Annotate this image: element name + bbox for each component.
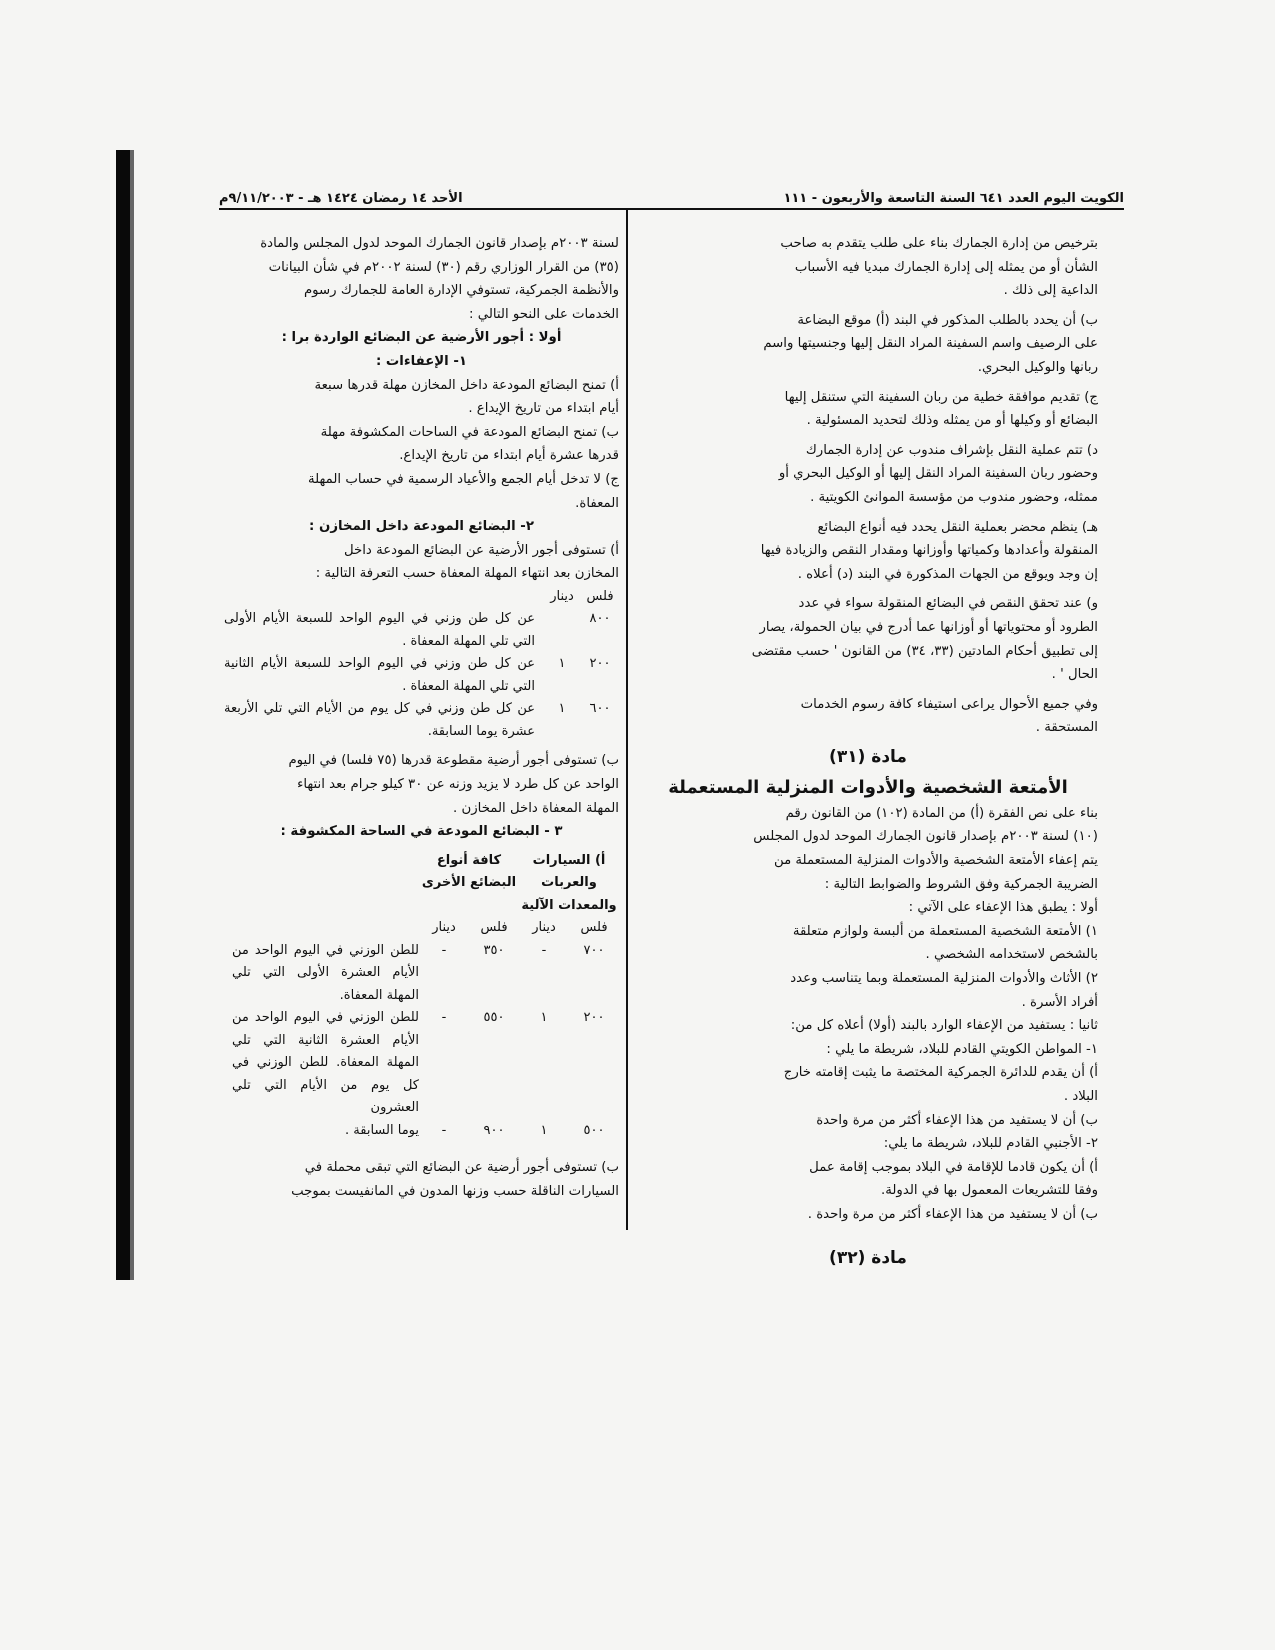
first-item-line: ١) الأمتعة الشخصية المستعملة من ألبسة ولوازم متعلقة [792, 923, 1098, 939]
first-heading: أولا : يطبق هذا الإعفاء على الآتي : [908, 900, 1098, 916]
para-f-line: إلى تطبيق أحكام المادتين (٣٣، ٣٤) من القانون ' حسب مقتضى [751, 643, 1098, 659]
column-divider [626, 210, 628, 1230]
parcel-rate-line: الواحد عن كل طرد لا يزيد وزنه عن ٣٠ كيلو جرام بعد انتهاء [297, 777, 619, 792]
second-item-line: ٢- الأجنبي القادم للبلاد، شريطة ما يلي: [883, 1136, 1098, 1152]
gazette-page [134, 150, 1124, 1280]
article-31-body-line: يتم إعفاء الأمتعة الشخصية والأدوات المنزلية المستعملة من [773, 853, 1098, 869]
rates-header-fils: فلس [586, 588, 614, 604]
cars-group-header-row [224, 850, 619, 918]
intro-line: الداعية إلى ذلك . [1003, 283, 1098, 299]
section-one-heading: أولا : أجور الأرضية عن البضائع الواردة برا : [281, 330, 562, 346]
rate-dinar: ١ [558, 701, 566, 717]
period-description: للطن الوزني في اليوم الواحد من الأيام العشرة الأولى التي تلي المهلة المعفاة. [232, 942, 419, 1003]
vehicle-dinar: ١ [540, 1122, 548, 1138]
intro-line: الشأن أو من يمثله إلى إدارة الجمارك مبديا فيه الأسباب [794, 259, 1098, 275]
rates-header-dinar: دينار [550, 588, 574, 604]
rates-header-row [224, 586, 619, 609]
exemption-line: أيام ابتداء من تاريخ الإيداع . [468, 401, 619, 417]
para-d-line: وحضور ربان السفينة المراد النقل إليها أو الوكيل البحري أو [778, 466, 1098, 482]
rate-dinar [543, 608, 581, 653]
article-31-title: مادة (٣١) [829, 746, 907, 767]
vehicle-dinar: - [541, 942, 547, 958]
warehouse-intro-line: أ) تستوفى أجور الأرضية عن البضائع المودعة داخل [343, 542, 619, 558]
second-heading: ثانيا : يستفيد من الإعفاء الوارد بالبند (أولا) أعلاه كل من: [790, 1018, 1098, 1034]
table-row [224, 1120, 619, 1143]
para-c-line: ج) تقديم موافقة خطية من ربان السفينة التي ستنقل إليها [784, 389, 1098, 405]
second-item-line: وفقا للتشريعات المعمول بها في الدولة. [881, 1183, 1098, 1199]
intro-line: والأنظمة الجمركية، تستوفي الإدارة العامة للجمارك رسوم [303, 283, 619, 299]
para-e-line: هـ) ينظم محضر بعملية النقل يحدد فيه أنواع البضائع [817, 519, 1098, 535]
rate-fils: ٦٠٠ [589, 701, 611, 717]
intro-line: لسنة ٢٠٠٣م بإصدار قانون الجمارك الموحد لدول المجلس والمادة [260, 236, 619, 251]
table-row [224, 940, 619, 1008]
para-b-line: ربانها والوكيل البحري. [977, 359, 1098, 375]
rate-description: عن كل طن وزني في كل يوم من الأيام التي تلي الأربعة عشرة يوما السابقة. [224, 701, 535, 739]
para-f-line: الطرود أو محتوياتها أو أوزانها عما أدرج في بيان الحمولة، يصار [759, 619, 1098, 635]
para-b-line: على الرصيف واسم السفينة المراد النقل إليها وجنسيتها واسم [763, 336, 1098, 352]
para-f-line: و) عند تحقق النقص في البضائع المنقولة سواء في عدد [798, 596, 1098, 612]
second-item-line: ب) أن لا يستفيد من هذا الإعفاء أكثر من مرة واحدة . [807, 1206, 1098, 1222]
header-issue-info: الكويت اليوم العدد ٦٤١ السنة التاسعة والأربعون - ١١١ [783, 191, 1124, 206]
page-header [219, 190, 1124, 210]
first-item-line: ٢) الأثاث والأدوات المنزلية المستعملة وبما يتناسب وعدد [790, 971, 1098, 987]
header-date: الأحد ١٤ رمضان ١٤٢٤ هـ - ٩/١١/٢٠٠٣م [219, 191, 463, 206]
para-f-line: الحال ' . [1051, 667, 1098, 683]
open-yard-rates-table [224, 850, 619, 1143]
other-dinar: - [441, 942, 447, 958]
intro-line: الخدمات على النحو التالي : [469, 306, 619, 322]
table-row [224, 608, 619, 653]
right-column [638, 232, 1098, 1275]
vehicle-fils: ٥٠٠ [583, 1122, 605, 1138]
article-31-body-line: الضريبة الجمركية وفق الشروط والضوابط التالية : [824, 876, 1098, 892]
parcel-rate-line: ب) تستوفى أجور أرضية مقطوعة قدرها (٧٥ فلسا) في اليوم [288, 753, 619, 769]
rate-description: عن كل طن وزني في اليوم الواحد للسبعة الأيام الأولى التي تلي المهلة المعفاة . [224, 611, 535, 649]
vehicle-fils: ٧٠٠ [583, 942, 605, 958]
second-item-line: البلاد . [1063, 1089, 1098, 1104]
unit-fils: فلس [580, 920, 608, 936]
second-item-line: ب) أن لا يستفيد من هذا الإعفاء أكثر من مرة واحدة [816, 1112, 1098, 1128]
warehouse-rates-table [224, 586, 619, 744]
exemption-line: قدرها عشرة أيام ابتداء من تاريخ الإيداع. [399, 448, 619, 464]
article-31-subject: الأمتعة الشخصية والأدوات المنزلية المستعملة [668, 776, 1068, 798]
table-row [224, 1007, 619, 1120]
table-row [224, 698, 619, 743]
exemption-line: أ) تمنح البضائع المودعة داخل المخازن مهلة قدرها سبعة [314, 377, 619, 393]
other-fils: ٣٥٠ [483, 942, 505, 958]
second-item-line: أ) أن يكون قادما للإقامة في البلاد بموجب إقامة عمل [809, 1159, 1098, 1175]
para-e-line: إن وجد ويوقع من الجهات المذكورة في البند (د) أعلاه . [797, 566, 1098, 582]
article-32-title: مادة (٣٢) [829, 1247, 907, 1268]
para-b-line: ب) أن يحدد بالطلب المذكور في البند (أ) موقع البضاعة [797, 312, 1098, 328]
other-fils: ٥٥٠ [483, 1010, 505, 1026]
open-yard-heading: ٣ - البضائع المودعة في الساحة المكشوفة : [280, 824, 563, 840]
vehicle-fils: ٢٠٠ [583, 1010, 605, 1026]
warehouse-intro-line: المخازن بعد انتهاء المهلة المعفاة حسب التعرفة التالية : [315, 566, 619, 582]
other-dinar: - [441, 1122, 447, 1138]
rate-dinar: ١ [558, 656, 566, 672]
exemption-line: المعفاة. [575, 495, 619, 511]
second-item-line: ١- المواطن الكويتي القادم للبلاد، شريطة ما يلي : [826, 1041, 1098, 1057]
article-31-body-line: (١٠) لسنة ٢٠٠٣م بإصدار قانون الجمارك الموحد لدول المجلس [753, 829, 1098, 845]
intro-line: (٣٥) من القرار الوزاري رقم (٣٠) لسنة ٢٠٠٢م في شأن البيانات [268, 259, 619, 275]
unit-dinar: دينار [532, 920, 556, 936]
vehicle-dinar: ١ [540, 1010, 548, 1026]
closing-line: السيارات الناقلة حسب وزنها المدون في المانفيست بموجب [291, 1183, 619, 1199]
period-description: للطن الوزني في اليوم الواحد من الأيام العشرة الثانية التي تلي المهلة المعفاة. للطن الوزني في كل يوم من الأيام التي تلي العشرون [232, 1010, 419, 1116]
left-column [224, 232, 619, 1203]
other-fils: ٩٠٠ [483, 1122, 505, 1138]
unit-fils: فلس [480, 920, 508, 936]
other-goods-column-heading: كافة أنواع البضائع الأخرى [421, 852, 517, 891]
first-item-line: أفراد الأسرة . [1021, 994, 1098, 1010]
rate-fils: ٨٠٠ [589, 611, 611, 627]
para-c-line: البضائع أو وكيلها أو من يمثله وذلك لتحديد المسئولية . [806, 413, 1098, 429]
para-d-line: ممثله، وحضور مندوب من مؤسسة الموانئ الكويتية . [810, 489, 1098, 505]
rate-fils: ٢٠٠ [589, 656, 611, 672]
first-item-line: بالشخص لاستخدامه الشخصي . [925, 947, 1098, 963]
article-31-body-line: بناء على نص الفقرة (أ) من المادة (١٠٢) من القانون رقم [785, 805, 1098, 821]
intro-line: بترخيص من إدارة الجمارك بناء على طلب يتقدم به صاحب [780, 236, 1098, 251]
closing-line: المستحقة . [1035, 720, 1098, 736]
para-e-line: المنقولة وأعدادها وكمياتها وأوزانها ومقدار النقص والزيادة فيها [760, 543, 1098, 559]
exemption-line: ب) تمنح البضائع المودعة في الساحات المكشوفة مهلة [320, 424, 619, 440]
closing-line: وفي جميع الأحوال يراعى استيفاء كافة رسوم الخدمات [800, 696, 1098, 712]
exemptions-heading: ١- الإعفاءات : [375, 353, 468, 369]
parcel-rate-line: المهلة المعفاة داخل المخازن . [453, 800, 619, 816]
second-item-line: أ) أن يقدم للدائرة الجمركية المختصة ما يثبت إقامته خارج [783, 1065, 1098, 1081]
unit-dinar: دينار [432, 920, 456, 936]
closing-line: ب) تستوفى أجور أرضية عن البضائع التي تبقى محملة في [304, 1160, 619, 1176]
warehouse-goods-heading: ٢- البضائع المودعة داخل المخازن : [309, 519, 534, 535]
exemption-line: ج) لا تدخل أيام الجمع والأعياد الرسمية في حساب المهلة [308, 471, 619, 487]
table-row [224, 653, 619, 698]
other-dinar: - [441, 1010, 447, 1026]
vehicles-column-heading: أ) السيارات والعربات والمعدات الآلية [521, 852, 617, 913]
scan-binding-edge [116, 150, 130, 1280]
cars-unit-header-row [224, 917, 619, 940]
period-description: يوما السابقة . [345, 1122, 419, 1138]
para-d-line: د) تتم عملية النقل بإشراف مندوب عن إدارة الجمارك [805, 442, 1098, 458]
rate-description: عن كل طن وزني في اليوم الواحد للسبعة الأيام الثانية التي تلي المهلة المعفاة . [224, 656, 535, 694]
